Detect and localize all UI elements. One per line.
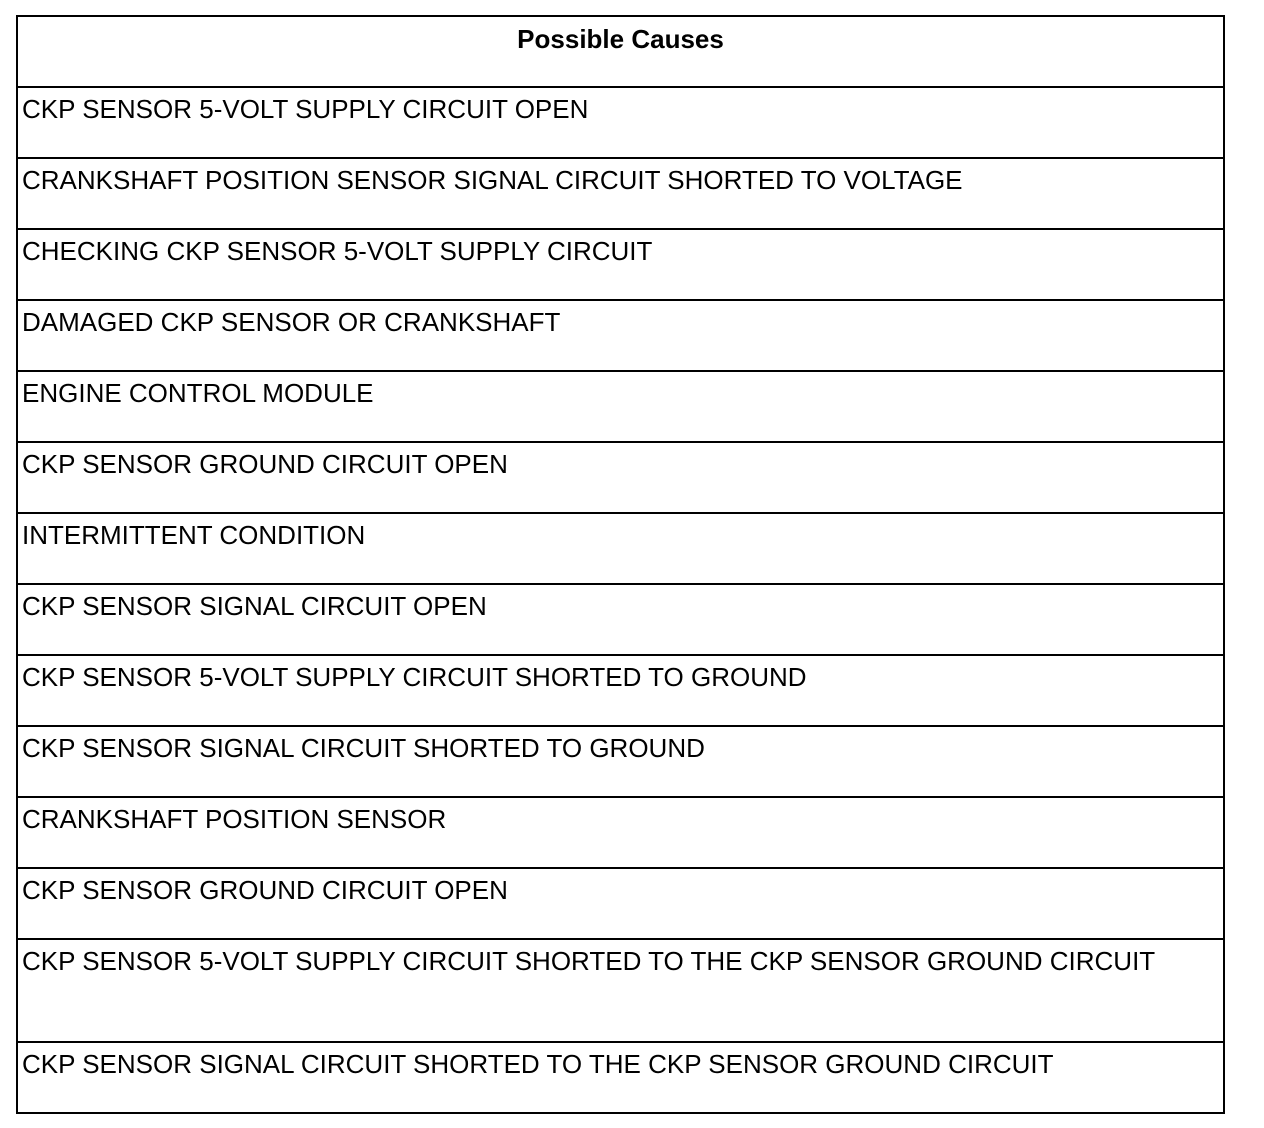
table-cell: CRANKSHAFT POSITION SENSOR SIGNAL CIRCUIT SHORTED TO VOLTAGE	[17, 158, 1224, 229]
table-row	[17, 1042, 1224, 1113]
table-cell: CKP SENSOR 5-VOLT SUPPLY CIRCUIT SHORTED TO THE CKP SENSOR GROUND CIRCUIT	[17, 939, 1224, 1042]
table-header-row	[17, 16, 1224, 87]
table-row	[17, 726, 1224, 797]
table-row	[17, 655, 1224, 726]
table-cell: CHECKING CKP SENSOR 5-VOLT SUPPLY CIRCUIT	[17, 229, 1224, 300]
table-cell: CKP SENSOR GROUND CIRCUIT OPEN	[17, 868, 1224, 939]
table-cell: CKP SENSOR GROUND CIRCUIT OPEN	[17, 442, 1224, 513]
table-cell: DAMAGED CKP SENSOR OR CRANKSHAFT	[17, 300, 1224, 371]
table-row	[17, 939, 1224, 1042]
table-row	[17, 584, 1224, 655]
table-row	[17, 158, 1224, 229]
table-row	[17, 442, 1224, 513]
possible-causes-table	[16, 15, 1225, 1114]
table-row	[17, 87, 1224, 158]
table-cell: INTERMITTENT CONDITION	[17, 513, 1224, 584]
table-row	[17, 513, 1224, 584]
table-cell: CKP SENSOR SIGNAL CIRCUIT SHORTED TO GROUND	[17, 726, 1224, 797]
table-cell: CKP SENSOR 5-VOLT SUPPLY CIRCUIT OPEN	[17, 87, 1224, 158]
table-row	[17, 868, 1224, 939]
table-cell: CKP SENSOR SIGNAL CIRCUIT OPEN	[17, 584, 1224, 655]
table-header-possible-causes: Possible Causes	[17, 16, 1224, 87]
table-cell: ENGINE CONTROL MODULE	[17, 371, 1224, 442]
table-row	[17, 797, 1224, 868]
table-row	[17, 300, 1224, 371]
table-row	[17, 371, 1224, 442]
table-cell: CRANKSHAFT POSITION SENSOR	[17, 797, 1224, 868]
table-cell: CKP SENSOR 5-VOLT SUPPLY CIRCUIT SHORTED TO GROUND	[17, 655, 1224, 726]
table-row	[17, 229, 1224, 300]
table-cell: CKP SENSOR SIGNAL CIRCUIT SHORTED TO THE CKP SENSOR GROUND CIRCUIT	[17, 1042, 1224, 1113]
